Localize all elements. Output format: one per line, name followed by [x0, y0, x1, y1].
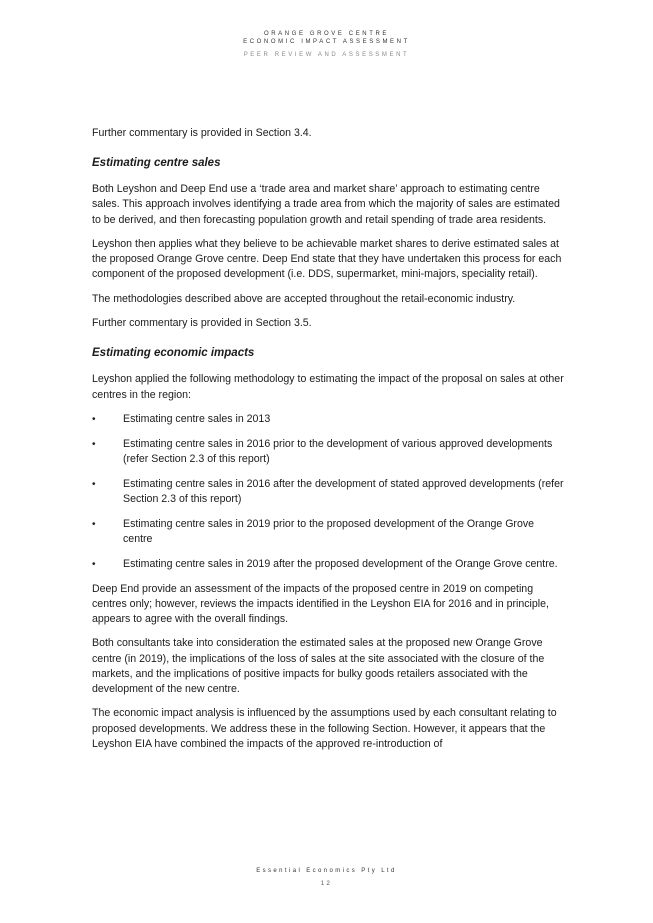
paragraph: Deep End provide an assessment of the impacts of the proposed centre in 2019 on competing centres only; however, reviews the impacts identified in the Leyshon EIA for 2016 and in principle, appears to agree with the overall findings. [92, 582, 549, 625]
list-item [92, 557, 564, 572]
section-heading: Estimating economic impacts [92, 347, 255, 360]
bullet-icon: • [92, 438, 96, 450]
page-number: 12 [320, 881, 333, 887]
bullet-icon: • [92, 558, 96, 570]
paragraph: Leyshon then applies what they believe to be achievable market shares to derive estimated sales at the proposed Orange Grove centre. Deep End state that they have undertaken this process for each component of the proposed development (i.e. DDS, supermarket, mini-majors, speciality retail). [92, 238, 562, 281]
header-title: ORANGE GROVE CENTRE [263, 31, 390, 37]
page-footer [0, 868, 653, 887]
list-item [92, 517, 564, 547]
paragraph: The methodologies described above are accepted throughout the retail-economic industry. [92, 292, 516, 305]
paragraph: Further commentary is provided in Section 3.4. [92, 127, 312, 139]
list-item-text: Estimating centre sales in 2019 after the proposed development of the Orange Grove centre. [123, 557, 558, 570]
list-item [92, 437, 564, 467]
footer-company: Essential Economics Pty Ltd [256, 868, 397, 874]
document-body [92, 126, 564, 761]
list-item [92, 412, 564, 427]
list-item [92, 477, 564, 507]
paragraph: Both Leyshon and Deep End use a ‘trade area and market share’ approach to estimating centre sales. This approach involves identifying a trade area from which the majority of sales are estimated to be derived, and then forecasting population growth and retail spending of trade area residents. [92, 183, 560, 226]
section-heading: Estimating centre sales [92, 157, 221, 170]
header-section: PEER REVIEW AND ASSESSMENT [243, 52, 410, 58]
bullet-icon: • [92, 413, 96, 425]
bullet-icon: • [92, 518, 96, 530]
page-header [0, 30, 653, 58]
list-item-text: Estimating centre sales in 2019 prior to the proposed development of the Orange Grove centre [123, 517, 535, 545]
paragraph: The economic impact analysis is influenced by the assumptions used by each consultant relating to proposed developments. We address these in the following Section. However, it appears that the Leyshon EIA have combined the impacts of the approved re-introduction of [92, 707, 557, 750]
paragraph: Both consultants take into consideration the estimated sales at the proposed new Orange Grove centre (in 2019), the implications of the loss of sales at the site associated with the closure of the markets, and the implications of positive impacts for bulky goods retailers associated with the development of the new centre. [92, 637, 545, 695]
paragraph: Further commentary is provided in Section 3.5. [92, 317, 312, 330]
bullet-icon: • [92, 478, 96, 490]
list-item-text: Estimating centre sales in 2016 after the development of stated approved developments (refer Section 2.3 of this report) [123, 477, 564, 505]
list-item-text: Estimating centre sales in 2016 prior to the development of various approved developments (refer Section 2.3 of this report) [123, 437, 553, 465]
header-subtitle: ECONOMIC IMPACT ASSESSMENT [243, 39, 410, 45]
list-item-text: Estimating centre sales in 2013 [123, 412, 271, 425]
paragraph: Leyshon applied the following methodology to estimating the impact of the proposal on sales at other centres in the region: [92, 373, 564, 401]
bullet-list [92, 412, 564, 572]
